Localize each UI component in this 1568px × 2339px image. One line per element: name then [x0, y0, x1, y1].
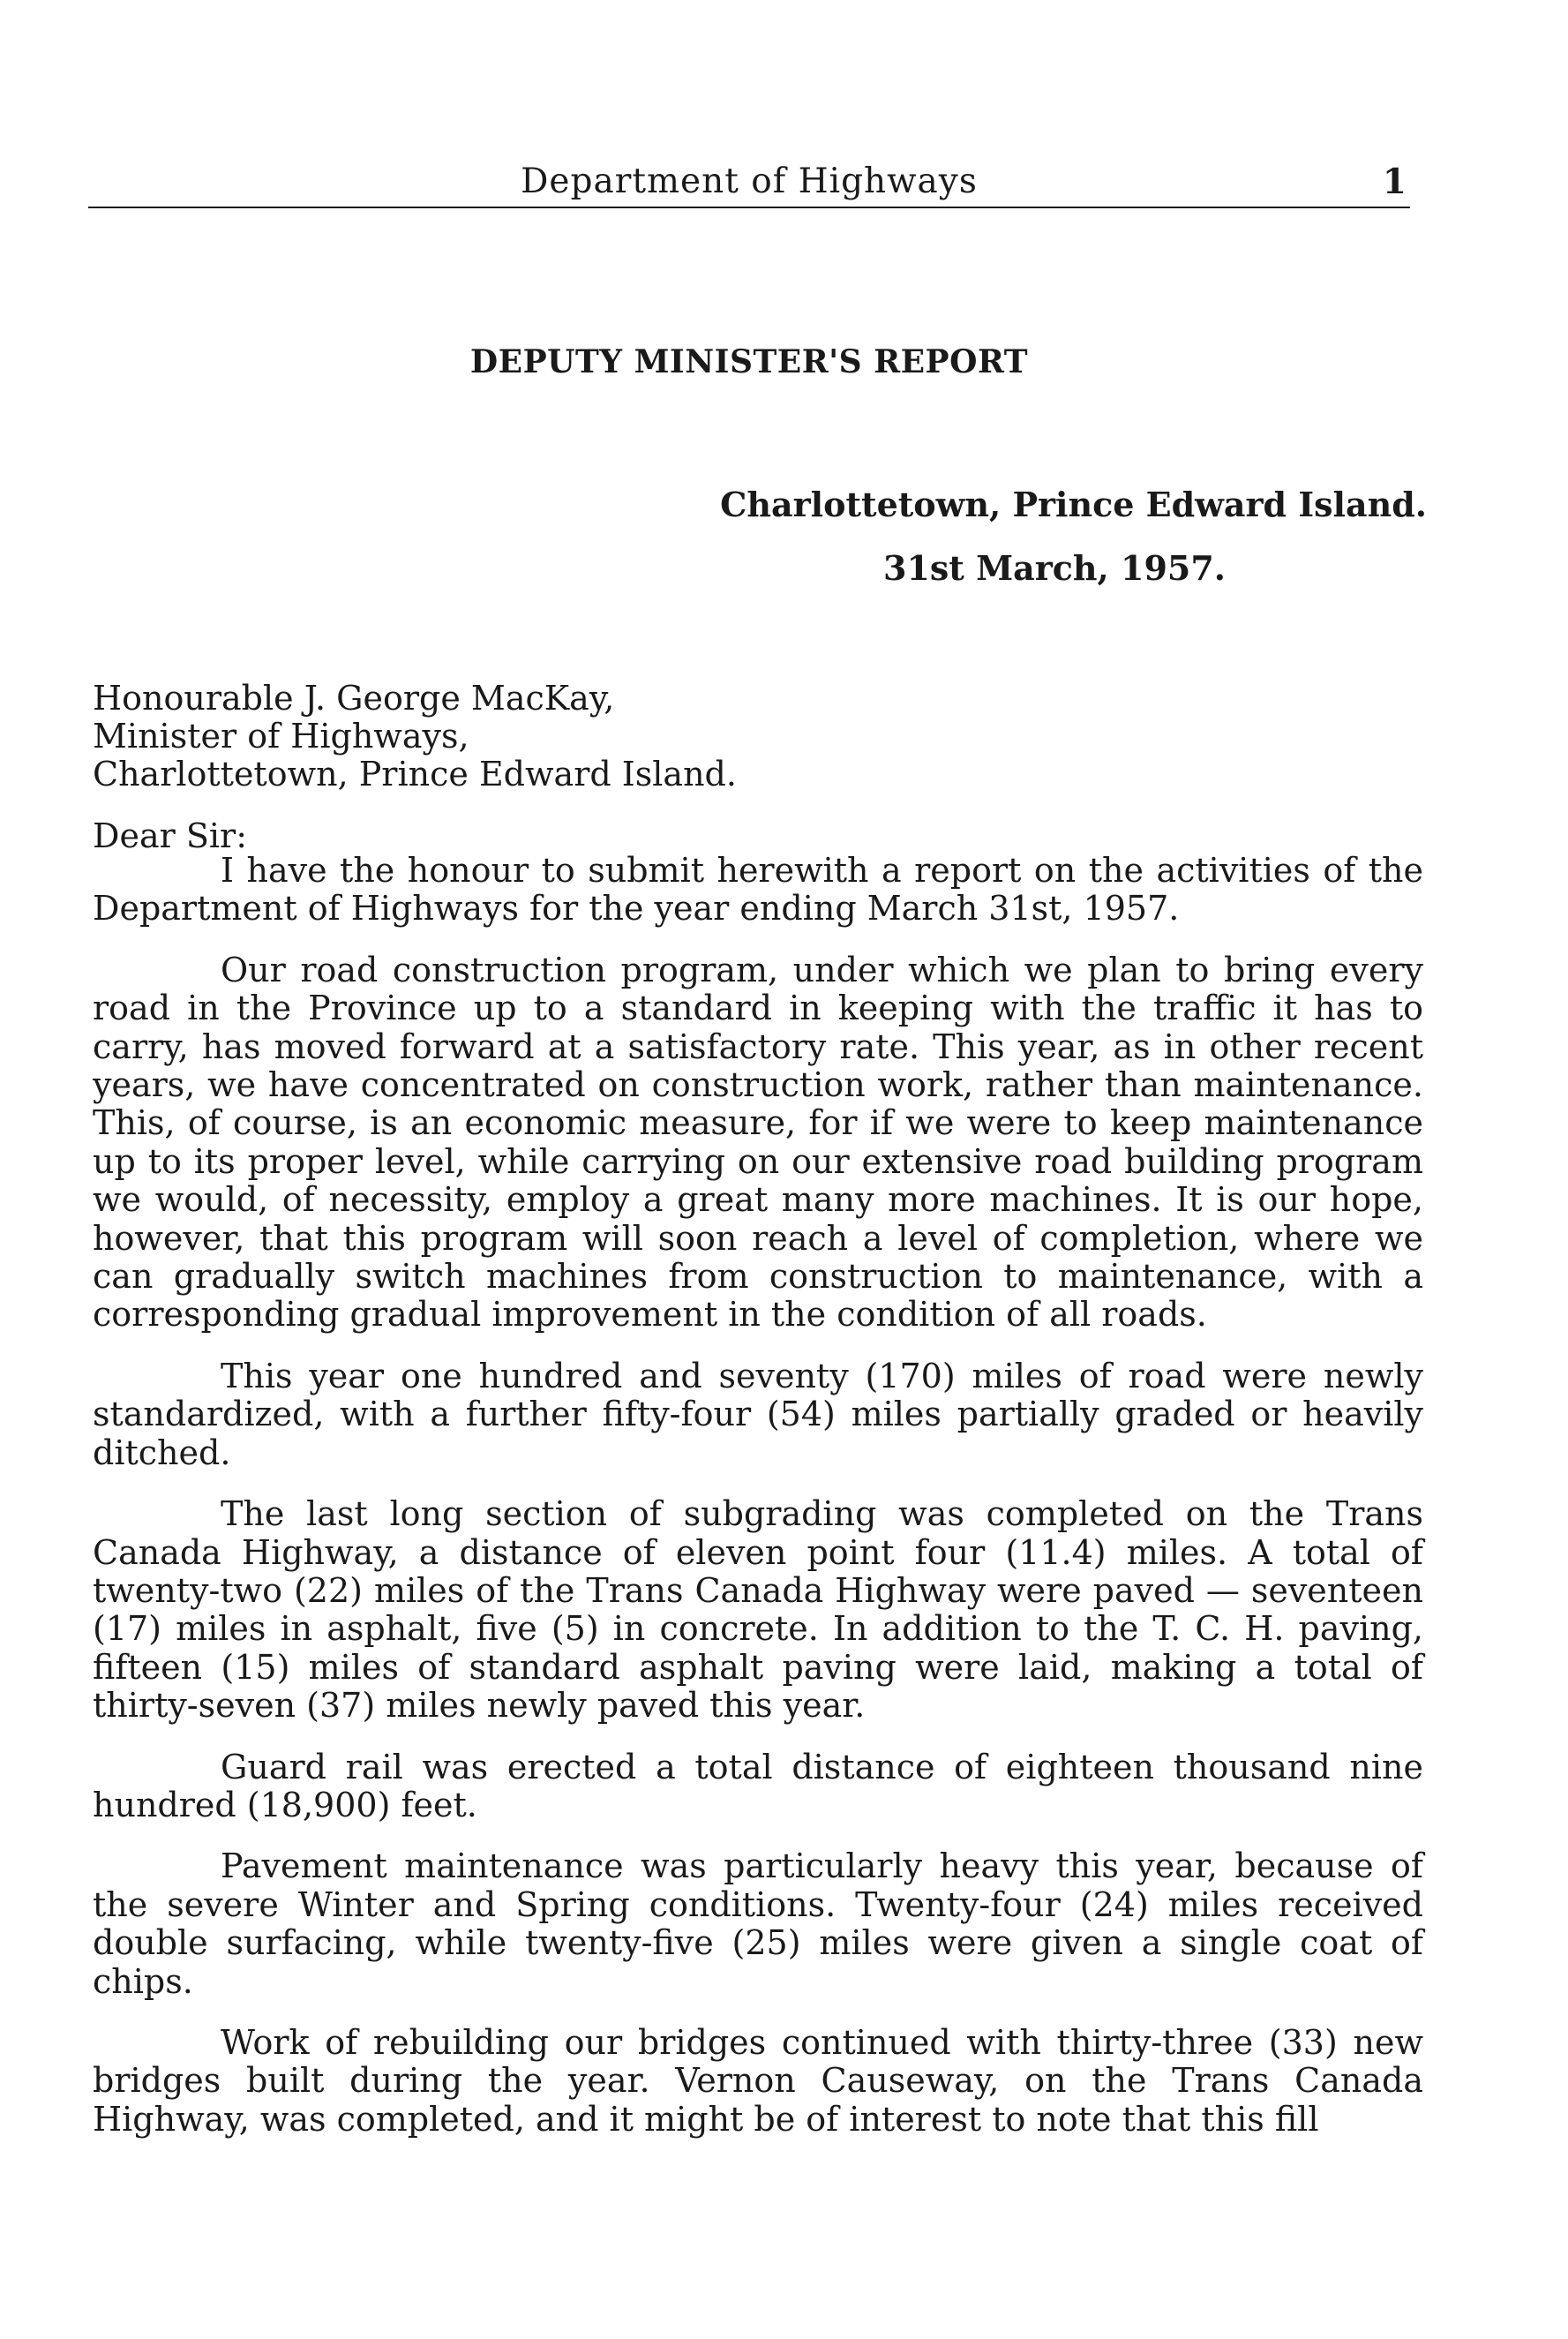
paragraph: I have the honour to submit herewith a report on the activities of the Department of Highways for the year ending March 31st, 1957.: [93, 851, 1423, 929]
paragraph: Our road construction program, under which we plan to bring every road in the Province up to a standard in keeping with the traffic it has to carry, has moved forward at a satisfactory rate. This year, as in other recent years, we have concentrated on construction work, rather than maintenance. This, of course, is an economic measure, for if we were to keep maintenance up to its proper level, while carrying on our extensive road building program we would, of necessity, employ a great many more machines. It is our hope, however, that this program will soon reach a level of completion, where we can gradually switch machines from construction to maintenance, with a corresponding gradual improvement in the condition of all roads.: [93, 950, 1423, 1335]
report-body: [93, 852, 1423, 2162]
addressee-location: Charlottetown, Prince Edward Island.: [93, 755, 737, 793]
paragraph: Guard rail was erected a total distance of eighteen thousand nine hundred (18,900) feet.: [93, 1747, 1423, 1824]
paragraph: The last long section of subgrading was completed on the Trans Canada Highway, a distance of eleven point four (11.4) miles. A total of twenty-two (22) miles of the Trans Canada Highway were paved — seventeen (17) miles in asphalt, five (5) in concrete. In addition to the T. C. H. paving, fifteen (15) miles of standard asphalt paving were laid, making a total of thirty-seven (37) miles newly paved this year.: [93, 1494, 1423, 1726]
page-number: 1: [1382, 162, 1407, 202]
report-title: DEPUTY MINISTER'S REPORT: [469, 343, 1029, 380]
addressee-block: [93, 680, 737, 793]
dateline-place: Charlottetown, Prince Edward Island.: [720, 485, 1427, 524]
running-header: [88, 162, 1410, 208]
paragraph: Pavement maintenance was particularly heavy this year, because of the severe Winter and Spring conditions. Twenty-four (24) miles received double surfacing, while twenty-five (25) miles were given a single coat of chips.: [93, 1846, 1423, 2001]
running-title: Department of Highways: [521, 162, 978, 201]
salutation: Dear Sir:: [93, 816, 248, 855]
addressee-position: Minister of Highways,: [93, 717, 469, 756]
dateline-date: 31st March, 1957.: [883, 548, 1226, 588]
addressee-name: Honourable J. George MacKay,: [93, 679, 615, 718]
paragraph: Work of rebuilding our bridges continued with thirty-three (33) new bridges built during the year. Vernon Causeway, on the Trans Canada Highway, was completed, and it might be of interest to note that this fill: [93, 2022, 1423, 2139]
paragraph: This year one hundred and seventy (170) miles of road were newly standardized, with a further fifty-four (54) miles partially graded or heavily ditched.: [93, 1356, 1423, 1472]
